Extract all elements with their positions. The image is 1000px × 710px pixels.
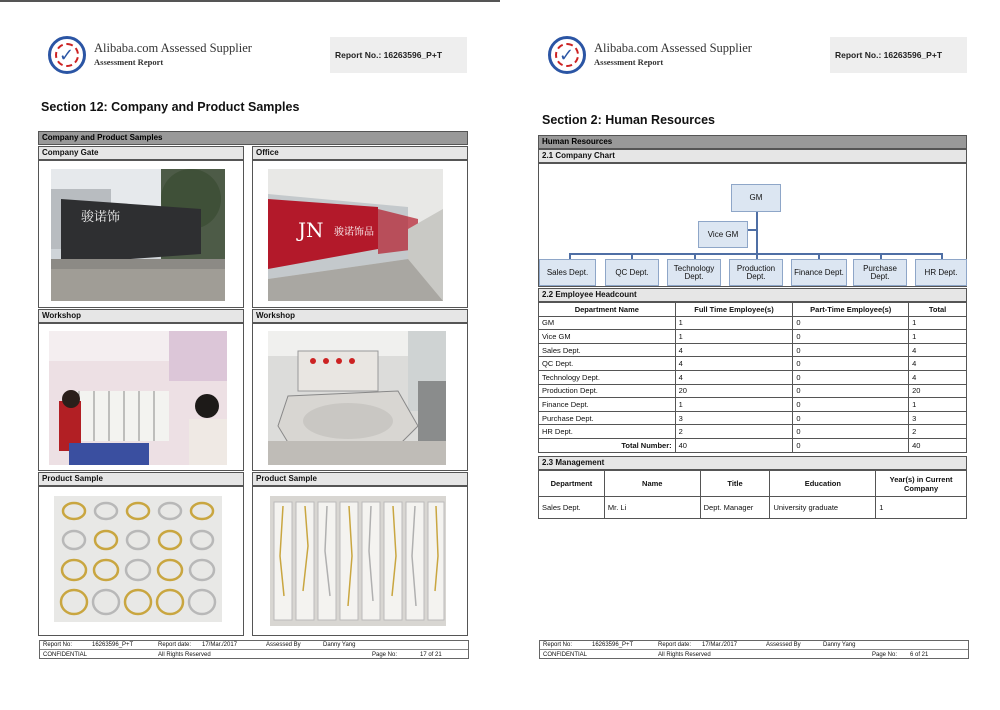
footer-date-label: Report date: xyxy=(158,642,192,648)
footer-assessed-label: Assessed By xyxy=(766,642,801,648)
table-cell: 0 xyxy=(793,343,909,357)
table-cell: Sales Dept. xyxy=(539,343,676,357)
table-cell: 2 xyxy=(909,425,967,439)
table-cell: 1 xyxy=(909,398,967,412)
table-row xyxy=(539,398,967,412)
table-header-row xyxy=(539,471,967,497)
org-node-hr: HR Dept. xyxy=(915,259,967,286)
table-cell: 4 xyxy=(909,357,967,371)
report-number-box: Report No.: 16263596_P+T xyxy=(330,37,467,73)
table-cell: QC Dept. xyxy=(539,357,676,371)
alibaba-assessed-logo-icon: ✓ xyxy=(48,36,86,74)
table-cell: GM xyxy=(539,316,676,330)
report-number-box: Report No.: 16263596_P+T xyxy=(830,37,967,73)
brand-title xyxy=(594,42,752,68)
page-footer xyxy=(39,640,469,659)
headcount-header: 2.2 Employee Headcount xyxy=(538,288,967,302)
org-node-gm: GM xyxy=(731,184,781,212)
table-cell: Vice GM xyxy=(539,330,676,344)
org-node-sales: Sales Dept. xyxy=(539,259,596,286)
mgmt-department: Sales Dept. xyxy=(539,497,605,519)
footer-assessed-label: Assessed By xyxy=(266,642,301,648)
brand-line1: Alibaba.com Assessed Supplier xyxy=(94,41,252,55)
footer-report-no: 16263596_P+T xyxy=(592,642,634,648)
total-part-time: 0 xyxy=(793,438,909,452)
org-node-technology: Technology Dept. xyxy=(667,259,721,286)
brand-line2: Assessment Report xyxy=(94,57,164,67)
table-cell: 2 xyxy=(675,425,793,439)
cell-label: Company Gate xyxy=(38,146,244,160)
column-header: Department Name xyxy=(539,303,676,317)
table-cell: 4 xyxy=(675,370,793,384)
footer-page-label: Page No: xyxy=(372,652,398,658)
table-cell: 4 xyxy=(675,357,793,371)
footer-report-label: Report No: xyxy=(43,642,73,648)
workshop-photo-1 xyxy=(49,331,227,465)
org-node-vice-gm: Vice GM xyxy=(698,221,748,248)
table-cell: Production Dept. xyxy=(539,384,676,398)
brand-line2: Assessment Report xyxy=(594,57,664,67)
table-cell: 4 xyxy=(675,343,793,357)
footer-confidential: CONFIDENTIAL xyxy=(543,652,588,658)
footer-page-label: Page No: xyxy=(872,652,898,658)
footer-report-label: Report No: xyxy=(543,642,573,648)
office-photo xyxy=(268,169,443,301)
table-cell: 1 xyxy=(675,316,793,330)
office-sign-text: 骏诺饰品 xyxy=(334,227,374,238)
footer-date-label: Report date: xyxy=(658,642,692,648)
footer-rights: All Rights Reserved xyxy=(158,652,211,658)
table-row xyxy=(539,411,967,425)
cell-label: Office xyxy=(252,146,468,160)
column-header: Full Time Employee(s) xyxy=(675,303,793,317)
footer-confidential: CONFIDENTIAL xyxy=(43,652,88,658)
brand-line1: Alibaba.com Assessed Supplier xyxy=(594,41,752,55)
table-header: Company and Product Samples xyxy=(38,131,468,145)
table-row xyxy=(539,316,967,330)
alibaba-assessed-logo-icon: ✓ xyxy=(548,36,586,74)
column-header: Year(s) in Current Company xyxy=(876,471,967,497)
table-row xyxy=(539,330,967,344)
table-cell: 0 xyxy=(793,384,909,398)
management-table xyxy=(538,470,967,519)
table-cell: HR Dept. xyxy=(539,425,676,439)
table-cell: 0 xyxy=(793,411,909,425)
footer-rights: All Rights Reserved xyxy=(658,652,711,658)
table-row xyxy=(539,384,967,398)
brand-title xyxy=(94,42,252,68)
table-cell: 4 xyxy=(909,343,967,357)
column-header: Education xyxy=(770,471,876,497)
table-cell: Finance Dept. xyxy=(539,398,676,412)
table-row xyxy=(539,357,967,371)
table-cell: 0 xyxy=(793,316,909,330)
table-cell: 0 xyxy=(793,370,909,384)
report-page-17 xyxy=(30,0,500,700)
column-header: Part-Time Employee(s) xyxy=(793,303,909,317)
cell-label: Workshop xyxy=(252,309,468,323)
table-cell: 1 xyxy=(909,316,967,330)
column-header: Total xyxy=(909,303,967,317)
workshop-photo-2 xyxy=(268,331,446,465)
page-footer xyxy=(539,640,969,659)
table-cell: 20 xyxy=(675,384,793,398)
section-title: Section 2: Human Resources xyxy=(542,113,715,127)
total-row xyxy=(539,438,967,452)
table-cell: 20 xyxy=(909,384,967,398)
org-node-production: Production Dept. xyxy=(729,259,783,286)
report-page-6 xyxy=(530,0,1000,700)
table-cell: 1 xyxy=(909,330,967,344)
footer-page-number: 6 of 21 xyxy=(910,652,929,658)
table-cell: 0 xyxy=(793,357,909,371)
table-header-row xyxy=(539,303,967,317)
footer-date: 17/Mar./2017 xyxy=(202,642,238,648)
table-cell: 4 xyxy=(909,370,967,384)
table-cell: 1 xyxy=(675,398,793,412)
section-title: Section 12: Company and Product Samples xyxy=(41,100,300,114)
company-chart-header: 2.1 Company Chart xyxy=(538,149,967,163)
table-cell: 0 xyxy=(793,425,909,439)
footer-report-no: 16263596_P+T xyxy=(92,642,134,648)
table-row xyxy=(539,425,967,439)
gate-sign-text: 骏诺饰 xyxy=(81,210,121,225)
column-header: Department xyxy=(539,471,605,497)
svg-text:JN: JN xyxy=(298,218,324,242)
table-row xyxy=(539,370,967,384)
table-row xyxy=(539,343,967,357)
mgmt-years: 1 xyxy=(876,497,967,519)
table-cell: 0 xyxy=(793,330,909,344)
org-node-purchase: Purchase Dept. xyxy=(853,259,907,286)
product-sample-chains-photo xyxy=(270,496,446,626)
org-node-finance: Finance Dept. xyxy=(791,259,847,286)
mgmt-name: Mr. Li xyxy=(604,497,700,519)
cell-label: Product Sample xyxy=(38,472,244,486)
headcount-table xyxy=(538,302,967,453)
footer-assessor: Danny Yang xyxy=(323,642,356,648)
table-cell: 0 xyxy=(793,398,909,412)
company-chart xyxy=(538,163,967,287)
column-header: Name xyxy=(604,471,700,497)
footer-assessor: Danny Yang xyxy=(823,642,856,648)
product-sample-bracelets-photo xyxy=(54,496,222,622)
org-node-qc: QC Dept. xyxy=(605,259,659,286)
table-cell: Purchase Dept. xyxy=(539,411,676,425)
table-cell: 3 xyxy=(909,411,967,425)
mgmt-title: Dept. Manager xyxy=(700,497,770,519)
column-header: Title xyxy=(700,471,770,497)
cell-label: Product Sample xyxy=(252,472,468,486)
company-gate-photo xyxy=(51,169,225,301)
total-label: Total Number: xyxy=(539,438,676,452)
footer-date: 17/Mar./2017 xyxy=(702,642,738,648)
table-cell: 3 xyxy=(675,411,793,425)
mgmt-education: University graduate xyxy=(770,497,876,519)
footer-page-number: 17 of 21 xyxy=(420,652,442,658)
table-row xyxy=(539,497,967,519)
table-header: Human Resources xyxy=(538,135,967,149)
total-full-time: 40 xyxy=(675,438,793,452)
cell-label: Workshop xyxy=(38,309,244,323)
management-header: 2.3 Management xyxy=(538,456,967,470)
total-total: 40 xyxy=(909,438,967,452)
table-cell: 1 xyxy=(675,330,793,344)
table-cell: Technology Dept. xyxy=(539,370,676,384)
